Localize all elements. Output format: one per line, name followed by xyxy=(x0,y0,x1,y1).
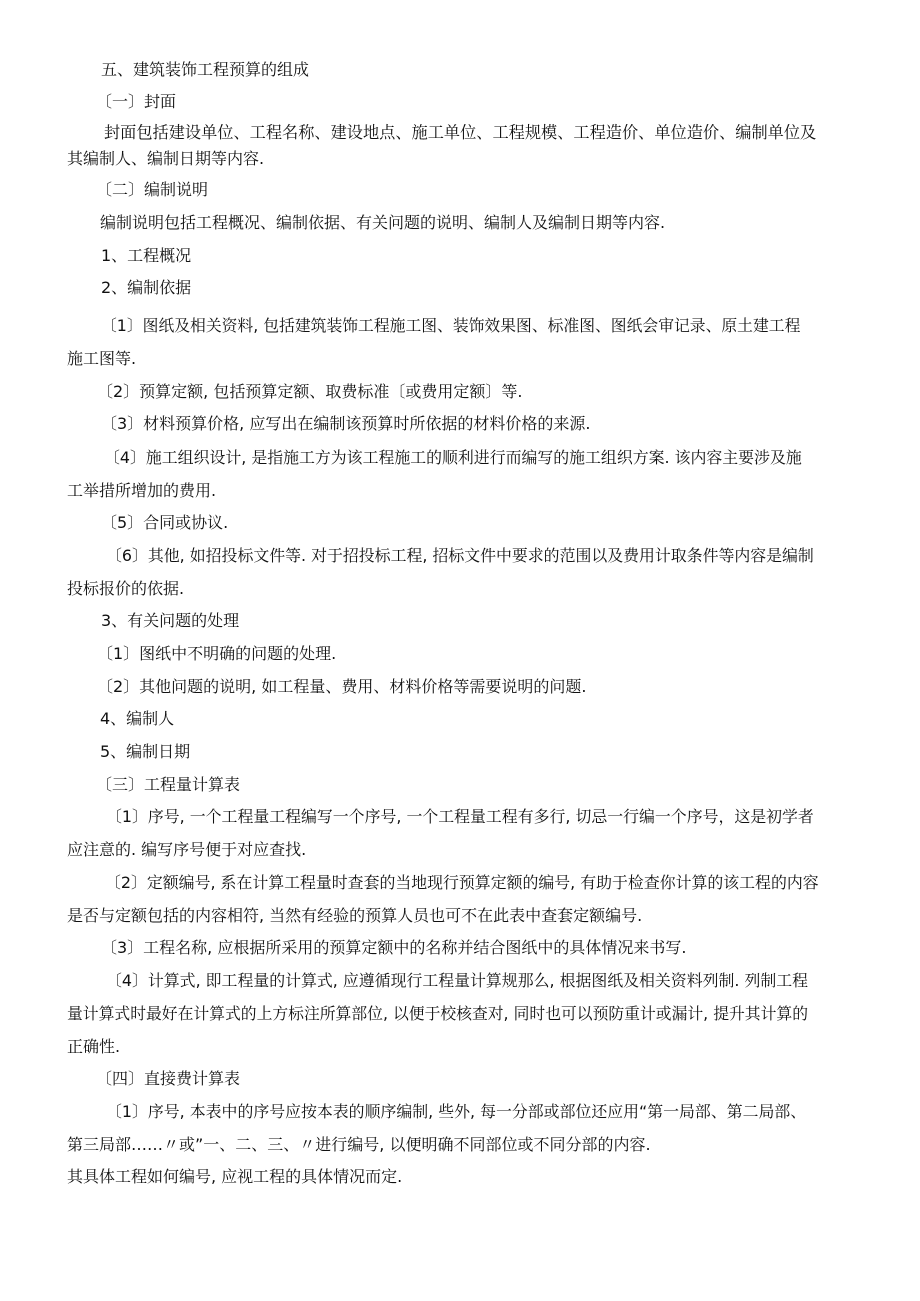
list-item: 〔6〕其他, 如招投标文件等. 对于招投标工程, 招标文件中要求的范围以及费用计取条件等内容是编制 xyxy=(106,546,814,565)
list-heading: 3、有关问题的处理 xyxy=(101,611,240,630)
paragraph-line: 施工图等. xyxy=(67,349,137,368)
subsection-heading: 〔二〕编制说明 xyxy=(96,180,209,199)
list-heading: 1、工程概况 xyxy=(101,246,192,265)
paragraph-line: 编制说明包括工程概况、编制依据、有关问题的说明、编制人及编制日期等内容. xyxy=(100,213,666,232)
list-item: 〔4〕施工组织设计, 是指施工方为该工程施工的顺利进行而编写的施工组织方案. 该内容主要涉及施 xyxy=(104,448,802,467)
paragraph-line: 封面包括建设单位、工程名称、建设地点、施工单位、工程规模、工程造价、单位造价、编制单位及 xyxy=(104,123,817,142)
section-heading: 五、建筑装饰工程预算的组成 xyxy=(101,60,310,79)
list-item: 〔2〕定额编号, 系在计算工程量时查套的当地现行预算定额的编号, 有助于检查你计算的该工程的内容 xyxy=(105,873,819,892)
list-item: 〔1〕图纸中不明确的问题的处理. xyxy=(97,644,337,663)
list-item: 〔5〕合同或协议. xyxy=(101,513,229,532)
paragraph-line: 工举措所增加的费用. xyxy=(67,481,217,500)
list-item: 〔3〕材料预算价格, 应写出在编制该预算时所依据的材料价格的来源. xyxy=(101,414,591,433)
paragraph-line: 量计算式时最好在计算式的上方标注所算部位, 以便于校核查对, 同时也可以预防重计或漏计, 提升其计算的 xyxy=(67,1004,808,1023)
paragraph-line: 应注意的. 编写序号便于对应查找. xyxy=(67,840,307,859)
list-heading: 4、编制人 xyxy=(100,709,175,728)
list-item: 〔1〕图纸及相关资料, 包括建筑装饰工程施工图、装饰效果图、标准图、图纸会审记录、原土建工程 xyxy=(101,316,801,335)
paragraph-line: 其编制人、编制日期等内容. xyxy=(67,149,265,168)
list-item: 〔1〕序号, 本表中的序号应按本表的顺序编制, 些外, 每一分部或部位还应用“第一局部、第二局部、 xyxy=(106,1102,807,1121)
list-item: 〔3〕工程名称, 应根据所采用的预算定额中的名称并结合图纸中的具体情况来书写. xyxy=(101,938,687,957)
paragraph-line: 投标报价的依据. xyxy=(67,579,185,598)
list-heading: 2、编制依据 xyxy=(101,278,192,297)
list-item: 〔2〕其他问题的说明, 如工程量、费用、材料价格等需要说明的问题. xyxy=(97,677,587,696)
subsection-heading: 〔三〕工程量计算表 xyxy=(96,775,241,794)
paragraph-line: 其具体工程如何编号, 应视工程的具体情况而定. xyxy=(67,1167,403,1186)
list-item: 〔2〕预算定额, 包括预算定额、取费标准〔或费用定额〕等. xyxy=(97,382,523,401)
list-item: 〔1〕序号, 一个工程量工程编写一个序号, 一个工程量工程有多行, 切忌一行编一个序号，这是初学者 xyxy=(106,807,814,826)
paragraph-line: 是否与定额包括的内容相符, 当然有经验的预算人员也可不在此表中查套定额编号. xyxy=(67,906,643,925)
paragraph-line: 正确性. xyxy=(67,1037,121,1056)
subsection-heading: 〔四〕直接费计算表 xyxy=(96,1069,241,1088)
paragraph-line: 第三局部……〃或”一、二、三、〃进行编号, 以便明确不同部位或不同分部的内容. xyxy=(67,1135,651,1154)
list-item: 〔4〕计算式, 即工程量的计算式, 应遵循现行工程量计算规那么, 根据图纸及相关资料列制. 列制工程 xyxy=(106,971,809,990)
list-heading: 5、编制日期 xyxy=(100,742,191,761)
subsection-heading: 〔一〕封面 xyxy=(96,92,177,111)
